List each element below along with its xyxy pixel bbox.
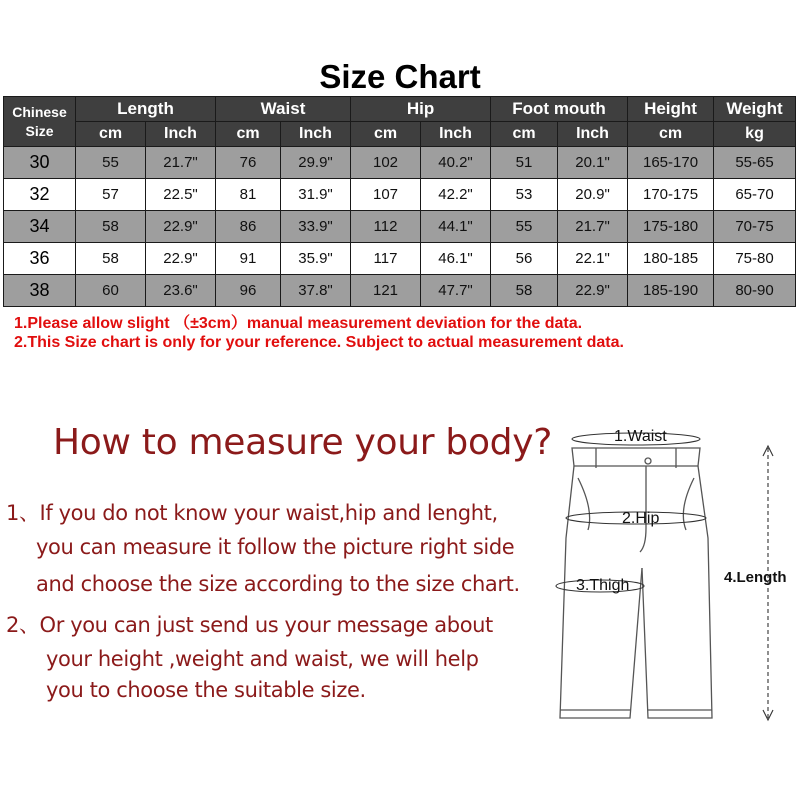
table-cell: 60 <box>76 275 146 307</box>
table-cell: 107 <box>351 179 421 211</box>
table-cell: 180-185 <box>628 243 714 275</box>
table-cell: 102 <box>351 147 421 179</box>
size-header-line1: Chinese <box>12 103 67 120</box>
table-row <box>4 147 796 179</box>
table-cell: 55 <box>76 147 146 179</box>
header-row <box>4 97 796 122</box>
table-cell: 170-175 <box>628 179 714 211</box>
table-cell: 22.1" <box>558 243 628 275</box>
step-line-3: and choose the size according to the size chart. <box>36 572 520 596</box>
table-cell: 31.9" <box>281 179 351 211</box>
note-1: 1.Please allow slight （±3cm）manual measurement deviation for the data. <box>14 315 583 332</box>
pants-measurement-diagram <box>548 418 800 728</box>
header-weight: Weight <box>714 97 796 122</box>
unit-row <box>4 122 796 147</box>
size-cell: 38 <box>4 275 76 307</box>
table-cell: 21.7" <box>146 147 216 179</box>
table-row <box>4 243 796 275</box>
table-cell: 55 <box>491 211 558 243</box>
label-thigh: 3.Thigh <box>576 577 630 594</box>
table-cell: 91 <box>216 243 281 275</box>
table-cell: 58 <box>76 211 146 243</box>
page-title: Size Chart <box>319 58 481 95</box>
table-cell: 40.2" <box>421 147 491 179</box>
note-2: 2.This Size chart is only for your reference. Subject to actual measurement data. <box>14 334 624 351</box>
table-cell: 20.1" <box>558 147 628 179</box>
table-cell: 37.8" <box>281 275 351 307</box>
size-header-cell <box>4 97 76 147</box>
label-hip: 2.Hip <box>622 510 660 527</box>
table-cell: 55-65 <box>714 147 796 179</box>
table-cell: 58 <box>491 275 558 307</box>
header-length: Length <box>76 97 216 122</box>
table-cell: 42.2" <box>421 179 491 211</box>
size-cell: 34 <box>4 211 76 243</box>
table-cell: 44.1" <box>421 211 491 243</box>
table-cell: 35.9" <box>281 243 351 275</box>
table-cell: 21.7" <box>558 211 628 243</box>
table-cell: 86 <box>216 211 281 243</box>
table-cell: 23.6" <box>146 275 216 307</box>
table-cell: 112 <box>351 211 421 243</box>
table-cell: 20.9" <box>558 179 628 211</box>
unit-cell: cm <box>76 122 146 147</box>
unit-cell: Inch <box>281 122 351 147</box>
table-cell: 165-170 <box>628 147 714 179</box>
table-cell: 75-80 <box>714 243 796 275</box>
table-cell: 53 <box>491 179 558 211</box>
table-cell: 22.5" <box>146 179 216 211</box>
unit-cell: cm <box>216 122 281 147</box>
unit-cell: cm <box>628 122 714 147</box>
table-cell: 58 <box>76 243 146 275</box>
size-chart-table <box>3 96 796 307</box>
table-cell: 22.9" <box>558 275 628 307</box>
step-line-2: you can measure it follow the picture right side <box>36 535 515 559</box>
label-length: 4.Length <box>724 569 787 586</box>
step-line-1: 1、If you do not know your waist,hip and lenght, <box>6 501 498 525</box>
table-cell: 29.9" <box>281 147 351 179</box>
unit-cell: Inch <box>558 122 628 147</box>
table-cell: 56 <box>491 243 558 275</box>
table-cell: 33.9" <box>281 211 351 243</box>
table-cell: 185-190 <box>628 275 714 307</box>
unit-cell: Inch <box>146 122 216 147</box>
unit-cell: kg <box>714 122 796 147</box>
table-cell: 57 <box>76 179 146 211</box>
table-cell: 22.9" <box>146 211 216 243</box>
step-line-6: you to choose the suitable size. <box>46 678 366 702</box>
size-cell: 30 <box>4 147 76 179</box>
table-cell: 70-75 <box>714 211 796 243</box>
table-cell: 96 <box>216 275 281 307</box>
header-height: Height <box>628 97 714 122</box>
table-row <box>4 179 796 211</box>
table-cell: 175-180 <box>628 211 714 243</box>
table-cell: 22.9" <box>146 243 216 275</box>
table-row <box>4 275 796 307</box>
table-row <box>4 211 796 243</box>
step-line-4: 2、Or you can just send us your message about <box>6 613 493 637</box>
size-cell: 32 <box>4 179 76 211</box>
table-cell: 80-90 <box>714 275 796 307</box>
table-cell: 51 <box>491 147 558 179</box>
size-header-line2: Size <box>25 122 54 139</box>
table-cell: 117 <box>351 243 421 275</box>
table-cell: 81 <box>216 179 281 211</box>
header-foot-mouth: Foot mouth <box>491 97 628 122</box>
header-waist: Waist <box>216 97 351 122</box>
howto-heading: How to measure your body? <box>53 422 553 463</box>
label-waist: 1.Waist <box>614 428 667 445</box>
table-cell: 46.1" <box>421 243 491 275</box>
table-cell: 76 <box>216 147 281 179</box>
unit-cell: cm <box>491 122 558 147</box>
table-body <box>4 147 796 307</box>
header-hip: Hip <box>351 97 491 122</box>
unit-cell: Inch <box>421 122 491 147</box>
step-line-5: your height ,weight and waist, we will help <box>46 647 479 671</box>
size-cell: 36 <box>4 243 76 275</box>
table-cell: 65-70 <box>714 179 796 211</box>
unit-cell: cm <box>351 122 421 147</box>
table-cell: 121 <box>351 275 421 307</box>
table-cell: 47.7" <box>421 275 491 307</box>
